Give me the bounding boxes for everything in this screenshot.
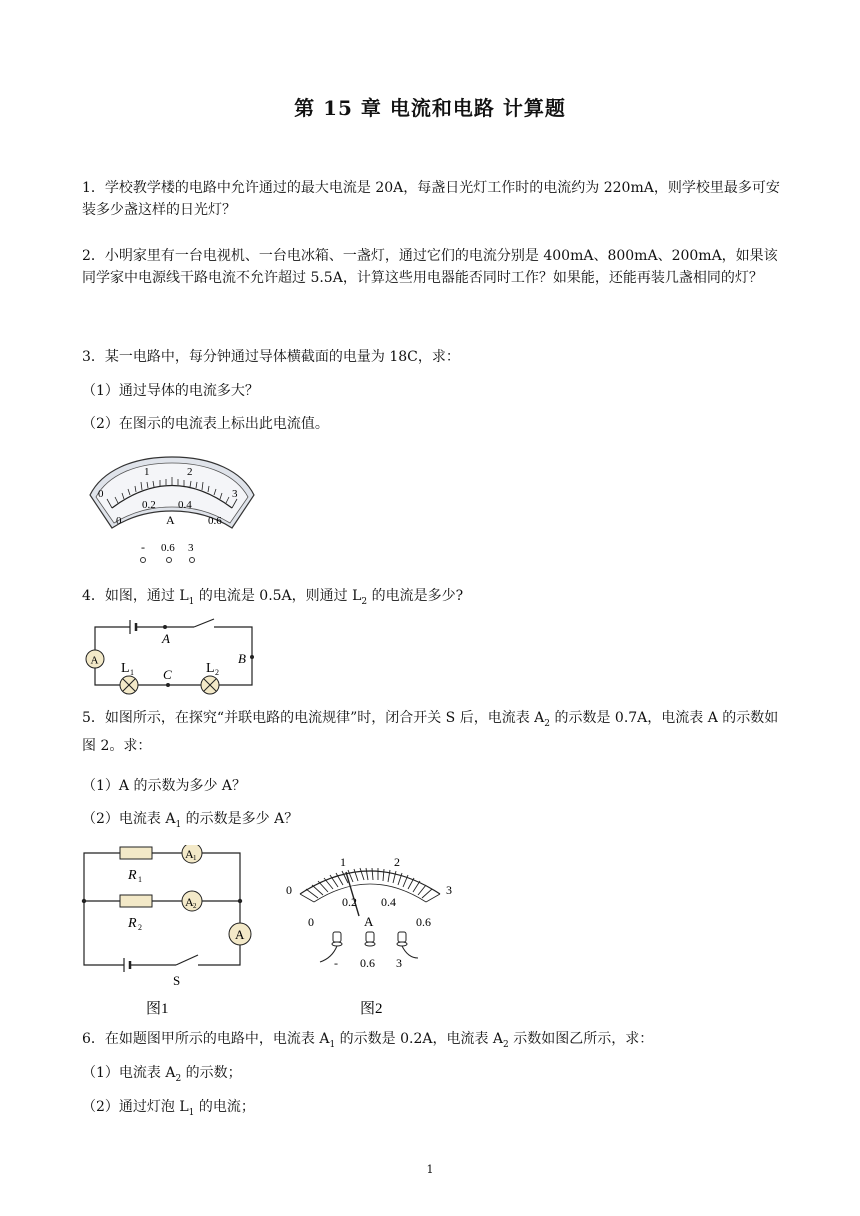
meter1-terminal-neg: - <box>141 540 145 554</box>
a2-label-sub: 2 <box>193 902 197 910</box>
circuit-diagram-q4 <box>82 617 262 695</box>
meter1-terminal-3: 3 <box>188 542 194 554</box>
meter2-bottom-tick-3: 0.6 <box>416 915 431 929</box>
meter2-top-tick-3: 3 <box>446 883 452 897</box>
question-3-part-2: （2）在图示的电流表上标出此电流值。 <box>82 416 329 432</box>
label-l1-sub: 1 <box>130 668 134 677</box>
meter2-unit: A <box>364 914 374 929</box>
r1-label: R <box>128 868 137 883</box>
question-6-part-2: （2）通过灯泡 $L_1$ 的电流； <box>82 1099 255 1118</box>
meter1-top-tick-0: 0 <box>98 488 104 500</box>
label-b: B <box>238 651 246 666</box>
figure-1-caption: 图1 <box>146 1001 169 1017</box>
meter1-terminal-06: 0.6 <box>161 542 175 554</box>
question-3-part-1: （1）通过导体的电流多大？ <box>82 383 259 399</box>
a1-label-sub: 1 <box>193 854 197 862</box>
a2-label: A <box>185 895 194 909</box>
question-5-part-2: （2）电流表 $A_1$ 的示数是多少 A？ <box>82 811 299 830</box>
node-a <box>163 625 167 629</box>
meter1-bottom-tick-3: 0.6 <box>208 515 222 527</box>
ammeter-figure-2 <box>282 852 462 1020</box>
meter1-top-tick-2: 2 <box>187 466 193 478</box>
resistor-r2 <box>120 895 152 907</box>
label-l2: L <box>206 661 215 676</box>
question-5-part-1: （1）A 的示数为多少 A？ <box>82 778 247 794</box>
r2-label: R <box>128 916 137 931</box>
r2-label-sub: 2 <box>138 923 142 932</box>
meter2-bottom-tick-2: 0.4 <box>381 895 396 909</box>
a1-label: A <box>185 847 194 861</box>
figure-2-caption: 图2 <box>360 1001 383 1017</box>
a-label: A <box>235 927 245 942</box>
meter2-top-tick-0: 0 <box>286 883 292 897</box>
meter1-bottom-tick-2: 0.4 <box>178 499 192 511</box>
meter1-top-tick-3: 3 <box>232 488 238 500</box>
question-1: 1．学校教学楼的电路中允许通过的最大电流是 20A，每盏日光灯工作时的电流约为 220mA，则学校里最多可安装多少盏这样的日光灯？ <box>82 180 780 218</box>
meter2-top-tick-1: 1 <box>340 855 346 869</box>
label-l2-sub: 2 <box>215 668 219 677</box>
meter2-terminal-06: 0.6 <box>360 956 375 970</box>
ammeter-label: A <box>90 654 99 667</box>
ammeter-figure-1 <box>82 453 262 565</box>
meter2-terminal-3: 3 <box>396 956 402 970</box>
label-l1: L <box>121 661 130 676</box>
meter2-bottom-tick-1: 0.2 <box>342 895 357 909</box>
question-5: 5．如图所示，在探究“并联电路的电流规律”时，闭合开关 S 后，电流表 $A_2$ 的示数是 0.7A，电流表 A 的示数如图 2。求： <box>82 710 779 754</box>
question-6: 6．在如题图甲所示的电路中，电流表 $A_1$ 的示数是 0.2A，电流表 $A_2$ 示数如图乙所示，求： <box>82 1031 654 1050</box>
resistor-r1 <box>120 847 152 859</box>
label-c: C <box>163 667 172 682</box>
node-b <box>250 655 254 659</box>
page-title: 第 15 章 电流和电路 计算题 <box>294 96 566 120</box>
circuit-diagram-q5 <box>80 845 260 1021</box>
question-3: 3．某一电路中，每分钟通过导体横截面的电量为 18C，求： <box>82 349 460 365</box>
meter1-unit: A <box>166 513 175 527</box>
meter2-top-tick-2: 2 <box>394 855 400 869</box>
meter1-bottom-tick-0: 0 <box>116 515 122 527</box>
node-c <box>166 683 170 687</box>
r1-label-sub: 1 <box>138 875 142 884</box>
page-number: 1 <box>426 1163 434 1176</box>
meter2-terminal-neg: - <box>334 956 338 970</box>
meter1-bottom-tick-1: 0.2 <box>142 499 156 511</box>
meter2-bottom-tick-0: 0 <box>308 915 314 929</box>
question-6-part-1: （1）电流表 $A_2$ 的示数； <box>82 1065 242 1084</box>
switch-label: S <box>173 973 181 988</box>
question-2: 2．小明家里有一台电视机、一台电冰箱、一盏灯，通过它们的电流分别是 400mA、800mA、200mA，如果该同学家中电源线干路电流不允许超过 5.5A，计算这些用电器能否同时工作？如果能，还能再装几盏相同的灯？ <box>82 248 778 286</box>
label-a: A <box>162 631 170 646</box>
meter1-top-tick-1: 1 <box>144 466 150 478</box>
question-4: 4．如图，通过 $L_1$ 的电流是 0.5A，则通过 $L_2$ 的电流是多少? <box>82 588 464 607</box>
